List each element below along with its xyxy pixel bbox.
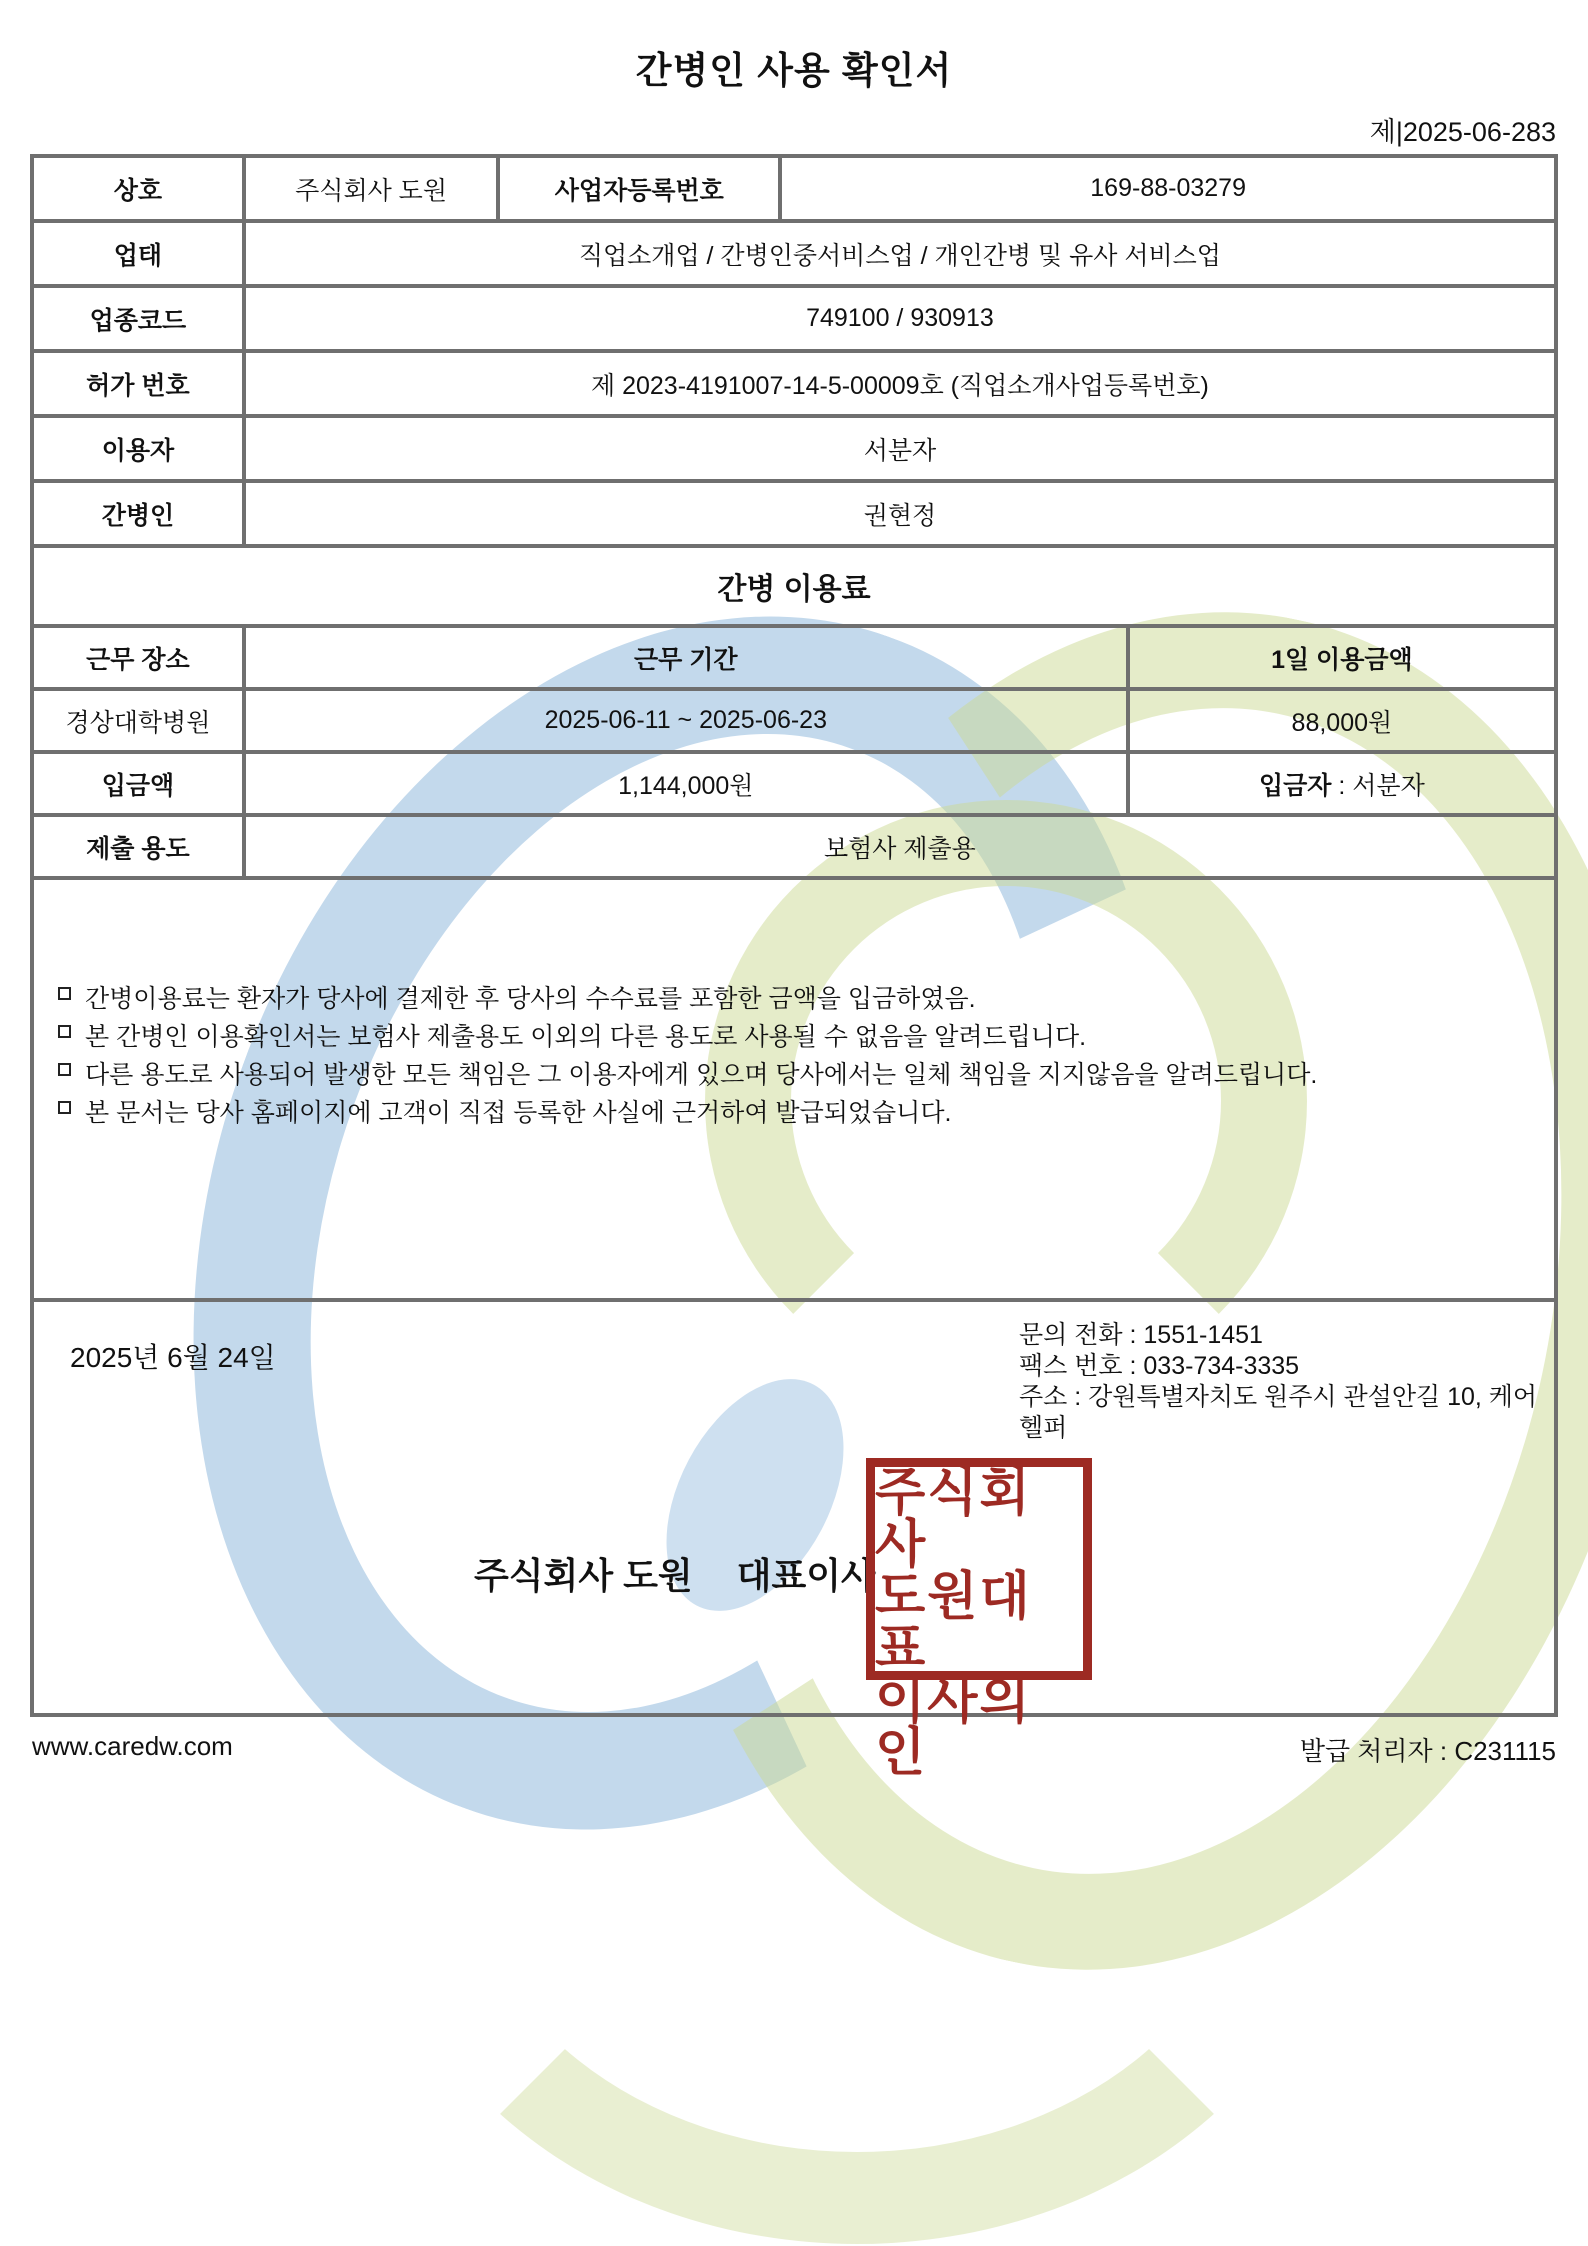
value-industry-code: 749100 / 930913 (244, 286, 1556, 351)
table-row (32, 416, 1556, 481)
contact-phone: 문의 전화 : 1551-1451 (1019, 1321, 1263, 1349)
stamp-line: 도원대표 (875, 1568, 1032, 1678)
signature-line (474, 1548, 876, 1599)
label-depositor: 입금자 (1258, 771, 1332, 800)
table-row (32, 689, 1556, 752)
square-bullet-icon (58, 1101, 71, 1114)
document-content (0, 40, 1588, 1782)
value-work-period: 2025-06-11 ~ 2025-06-23 (244, 689, 1128, 752)
issuer-id: 발급 처리자 : C231115 (1299, 1736, 1556, 1766)
value-depositor (1128, 752, 1556, 815)
contact-fax: 팩스 번호 : 033-734-3335 (1019, 1352, 1300, 1380)
signature-company: 주식회사 도원 (474, 1555, 693, 1596)
note-item (52, 980, 1554, 1018)
table-row (32, 626, 1556, 689)
note-item (52, 1094, 1554, 1132)
value-caregiver: 권현정 (244, 481, 1556, 546)
label-industry-code: 업종코드 (32, 286, 244, 351)
table-row (32, 286, 1556, 351)
signature-ceo: 대표이사 (736, 1555, 876, 1596)
label-deposit-amount: 입금액 (32, 752, 244, 815)
company-seal-stamp (866, 1458, 1092, 1782)
table-row (32, 752, 1556, 815)
value-work-place: 경상대학병원 (32, 689, 244, 752)
table-row (32, 156, 1556, 221)
contact-address: 주소 : 강원특별자치도 원주시 관설안길 10, 케어헬퍼 (1019, 1383, 1538, 1442)
fee-section-title-row (30, 544, 1558, 628)
value-submission-purpose: 보험사 제출용 (244, 815, 1556, 878)
label-company-name: 상호 (32, 156, 244, 221)
table-row (32, 481, 1556, 546)
notes-box (30, 876, 1558, 1302)
header-work-period: 근무 기간 (244, 626, 1128, 689)
note-item (52, 1056, 1554, 1094)
note-text: 간병이용료는 환자가 당사에 결제한 후 당사의 수수료를 포함한 금액을 입금하였음. (85, 985, 976, 1013)
info-table (30, 154, 1558, 548)
value-business-reg-number: 169-88-03279 (780, 156, 1556, 221)
value-company-name: 주식회사 도원 (244, 156, 499, 221)
issue-date: 2025년 6월 24일 (70, 1342, 276, 1373)
note-text: 다른 용도로 사용되어 발생한 모든 책임은 그 이용자에게 있으며 당사에서는 일체 책임을 지지않음을 알려드립니다. (85, 1061, 1318, 1089)
label-submission-purpose: 제출 용도 (32, 815, 244, 878)
value-permit-number: 제 2023-4191007-14-5-00009호 (직업소개사업등록번호) (244, 351, 1556, 416)
stamp-line: 주식회사 (875, 1464, 1032, 1574)
label-permit-number: 허가 번호 (32, 351, 244, 416)
label-user: 이용자 (32, 416, 244, 481)
square-bullet-icon (58, 1063, 71, 1076)
fee-section-title: 간병 이용료 (32, 546, 1556, 626)
page-title: 간병인 사용 확인서 (635, 50, 953, 91)
note-text: 본 간병인 이용확인서는 보험사 제출용도 이외의 다른 용도로 사용될 수 없음을 알려드립니다. (85, 1023, 1087, 1051)
label-business-reg-number: 사업자등록번호 (498, 156, 780, 221)
label-caregiver: 간병인 (32, 481, 244, 546)
value-user: 서분자 (244, 416, 1556, 481)
table-row (32, 221, 1556, 286)
value-deposit-amount: 1,144,000원 (244, 752, 1128, 815)
header-work-place: 근무 장소 (32, 626, 244, 689)
table-row (32, 351, 1556, 416)
value-business-type: 직업소개업 / 간병인중서비스업 / 개인간병 및 유사 서비스업 (244, 221, 1556, 286)
square-bullet-icon (58, 1025, 71, 1038)
stamp-line: 이사의인 (875, 1672, 1032, 1782)
table-row (32, 815, 1556, 878)
fee-table (30, 624, 1558, 880)
note-text: 본 문서는 당사 홈페이지에 고객이 직접 등록한 사실에 근거하여 발급되었습니다. (85, 1099, 952, 1127)
label-business-type: 업태 (32, 221, 244, 286)
header-daily-fee: 1일 이용금액 (1128, 626, 1556, 689)
page-footer (30, 1731, 1558, 1768)
depositor-name: : 서분자 (1331, 771, 1425, 800)
contact-info (1019, 1320, 1554, 1444)
square-bullet-icon (58, 987, 71, 1000)
website-url: www.caredw.com (32, 1731, 233, 1761)
doc-number: 제|2025-06-283 (1369, 117, 1556, 147)
note-item (52, 1018, 1554, 1056)
value-daily-fee: 88,000원 (1128, 689, 1556, 752)
